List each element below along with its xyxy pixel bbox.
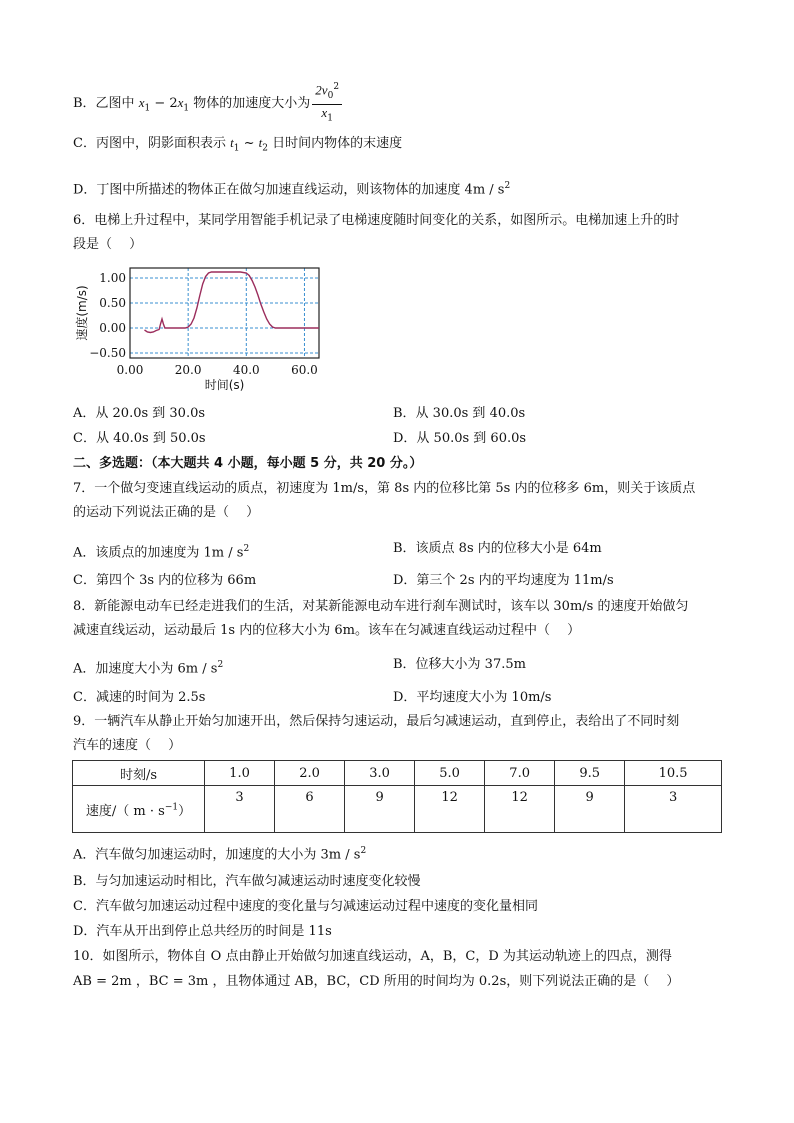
math-sup: 2 bbox=[504, 181, 511, 191]
y-tick-label: 0.50 bbox=[99, 296, 126, 310]
q7-stem-line2: 的运动下列说法正确的是（ ） bbox=[73, 505, 260, 520]
q7-option-a bbox=[73, 540, 249, 562]
q6-option-c: C．从 40.0s 到 50.0s bbox=[73, 431, 206, 446]
math-sub: 1 bbox=[327, 113, 333, 124]
math-sup: 2 bbox=[217, 660, 224, 670]
q8-option-a bbox=[73, 656, 223, 678]
math-var: t bbox=[230, 135, 234, 150]
speed-header-text: 速度/（ m · s bbox=[85, 803, 165, 819]
q6-stem-line2: 段是（ ） bbox=[73, 237, 143, 252]
q7-option-b: B．该质点 8s 内的位移大小是 64m bbox=[393, 541, 602, 556]
math-sub: 1 bbox=[233, 143, 240, 154]
section-header: 二、多选题：（本大题共 4 小题，每小题 5 分，共 20 分。） bbox=[73, 456, 423, 471]
q6-option-b: B．从 30.0s 到 40.0s bbox=[393, 406, 526, 421]
table-cell: 12 bbox=[485, 786, 555, 833]
math-sup: 2 bbox=[243, 544, 250, 554]
math-var: x bbox=[138, 94, 145, 110]
q9-option-a bbox=[73, 842, 366, 864]
fraction-denominator: x bbox=[321, 104, 328, 120]
q10-stem-line1: 10．如图所示，物体自 O 点由静止开始做匀加速直线运动，A，B，C，D 为其运动轨迹上的四点，测得 bbox=[73, 949, 672, 964]
table-cell: 1.0 bbox=[205, 761, 275, 786]
q5-option-d bbox=[73, 177, 510, 199]
q5-option-c-text: 日时间内物体的末速度 bbox=[267, 136, 403, 151]
q5-option-c bbox=[73, 134, 402, 158]
x-tick-label: 40.0 bbox=[232, 363, 260, 377]
x-tick-label: 20.0 bbox=[174, 363, 202, 377]
q9-option-c: C．汽车做匀加速运动过程中速度的变化量与匀减速运动过程中速度的变化量相同 bbox=[73, 899, 538, 914]
q5-option-d-text: D．丁图中所描述的物体正在做匀加速直线运动，则该物体的加速度 4m / s bbox=[73, 182, 505, 198]
table-header-speed bbox=[73, 786, 205, 833]
table-header-time: 时刻/s bbox=[73, 761, 205, 786]
table-row bbox=[73, 761, 722, 786]
math-op: ~ bbox=[239, 136, 259, 151]
q7-option-c: C．第四个 3s 内的位移为 66m bbox=[73, 573, 257, 588]
q7-stem-line1: 7．一个做匀变速直线运动的质点，初速度为 1m/s，第 8s 内的位移比第 5s 内的位移多 6m，则关于该质点 bbox=[73, 481, 696, 496]
table-cell: 12 bbox=[415, 786, 485, 833]
velocity-line bbox=[145, 272, 320, 333]
table-cell: 2.0 bbox=[275, 761, 345, 786]
y-tick-label: 1.00 bbox=[99, 271, 126, 285]
plot-frame bbox=[130, 268, 319, 358]
math-sub: 1 bbox=[183, 103, 190, 114]
table-row bbox=[73, 786, 722, 833]
y-axis-label: 速度(m/s) bbox=[75, 285, 89, 341]
q9-stem-line1: 9．一辆汽车从静止开始匀加速开出，然后保持匀速运动，最后匀减速运动，直到停止，表给出了不同时刻 bbox=[73, 714, 680, 729]
math-var: t bbox=[258, 135, 263, 150]
math-sup: 2 bbox=[360, 846, 367, 856]
q8-stem-line2: 减速直线运动，运动最后 1s 内的位移大小为 6m。该车在匀减速直线运动过程中（ ） bbox=[73, 623, 581, 638]
q8-option-d: D．平均速度大小为 10m/s bbox=[393, 690, 552, 705]
x-tick-label: 60.0 bbox=[291, 363, 318, 377]
math-sub: 0 bbox=[327, 90, 334, 101]
x-axis-label: 时间(s) bbox=[204, 378, 245, 392]
q10-stem-line2: AB = 2m ，BC = 3m ，且物体通过 AB，BC，CD 所用的时间均为 0.2s，则下列说法正确的是（ ） bbox=[73, 974, 680, 989]
table-cell: 9.5 bbox=[555, 761, 625, 786]
x-tick-label: 0.00 bbox=[116, 363, 144, 377]
math-sub: 2 bbox=[262, 143, 268, 154]
q5-option-b bbox=[73, 80, 342, 127]
q6-option-a: A．从 20.0s 到 30.0s bbox=[73, 406, 206, 421]
table-cell: 9 bbox=[555, 786, 625, 833]
math-sup: −1 bbox=[164, 802, 179, 813]
q7-option-a-text: A．该质点的加速度为 1m / s bbox=[73, 545, 244, 561]
q8-option-b: B．位移大小为 37.5m bbox=[393, 657, 526, 672]
table-cell: 5.0 bbox=[415, 761, 485, 786]
q9-option-a-text: A．汽车做匀加速运动时，加速度的大小为 3m / s bbox=[73, 847, 361, 863]
q9-option-b: B．与匀加速运动时相比，汽车做匀减速运动时速度变化较慢 bbox=[73, 874, 421, 889]
fraction bbox=[312, 80, 342, 127]
math-sup: 2 bbox=[333, 82, 340, 92]
q5-option-b-text: 物体的加速度大小为 bbox=[189, 95, 311, 111]
q5-option-c-prefix: C．丙图中，阴影面积表示 bbox=[73, 136, 231, 151]
table-cell: 9 bbox=[345, 786, 415, 833]
q9-stem-line2: 汽车的速度（ ） bbox=[73, 738, 182, 753]
math-op: − 2 bbox=[150, 95, 178, 111]
q6-stem-line1: 6．电梯上升过程中，某同学用智能手机记录了电梯速度随时间变化的关系，如图所示。电梯加速上升的时 bbox=[73, 213, 680, 228]
y-tick-label: 0.00 bbox=[99, 321, 126, 335]
table-cell: 10.5 bbox=[625, 761, 722, 786]
speed-header-close: ） bbox=[178, 803, 192, 819]
y-tick-label: −0.50 bbox=[89, 346, 126, 360]
table-cell: 3 bbox=[205, 786, 275, 833]
q5-option-b-prefix: B．乙图中 bbox=[73, 95, 139, 111]
fraction-numerator: 2v bbox=[315, 82, 328, 98]
table-cell: 7.0 bbox=[485, 761, 555, 786]
math-sub: 1 bbox=[144, 103, 151, 114]
q6-option-d: D．从 50.0s 到 60.0s bbox=[393, 431, 527, 446]
table-cell: 6 bbox=[275, 786, 345, 833]
q8-option-c: C．减速的时间为 2.5s bbox=[73, 690, 206, 705]
speed-table bbox=[72, 760, 722, 833]
table-cell: 3 bbox=[625, 786, 722, 833]
q9-option-d: D．汽车从开出到停止总共经历的时间是 11s bbox=[73, 924, 332, 939]
math-var: x bbox=[177, 94, 184, 110]
q8-stem-line1: 8．新能源电动车已经走进我们的生活，对某新能源电动车进行刹车测试时，该车以 30m/s 的速度开始做匀 bbox=[73, 599, 689, 614]
velocity-time-chart bbox=[73, 262, 333, 397]
table-cell: 3.0 bbox=[345, 761, 415, 786]
q8-option-a-text: A．加速度大小为 6m / s bbox=[73, 661, 218, 677]
q7-option-d: D．第三个 2s 内的平均速度为 11m/s bbox=[393, 573, 614, 588]
